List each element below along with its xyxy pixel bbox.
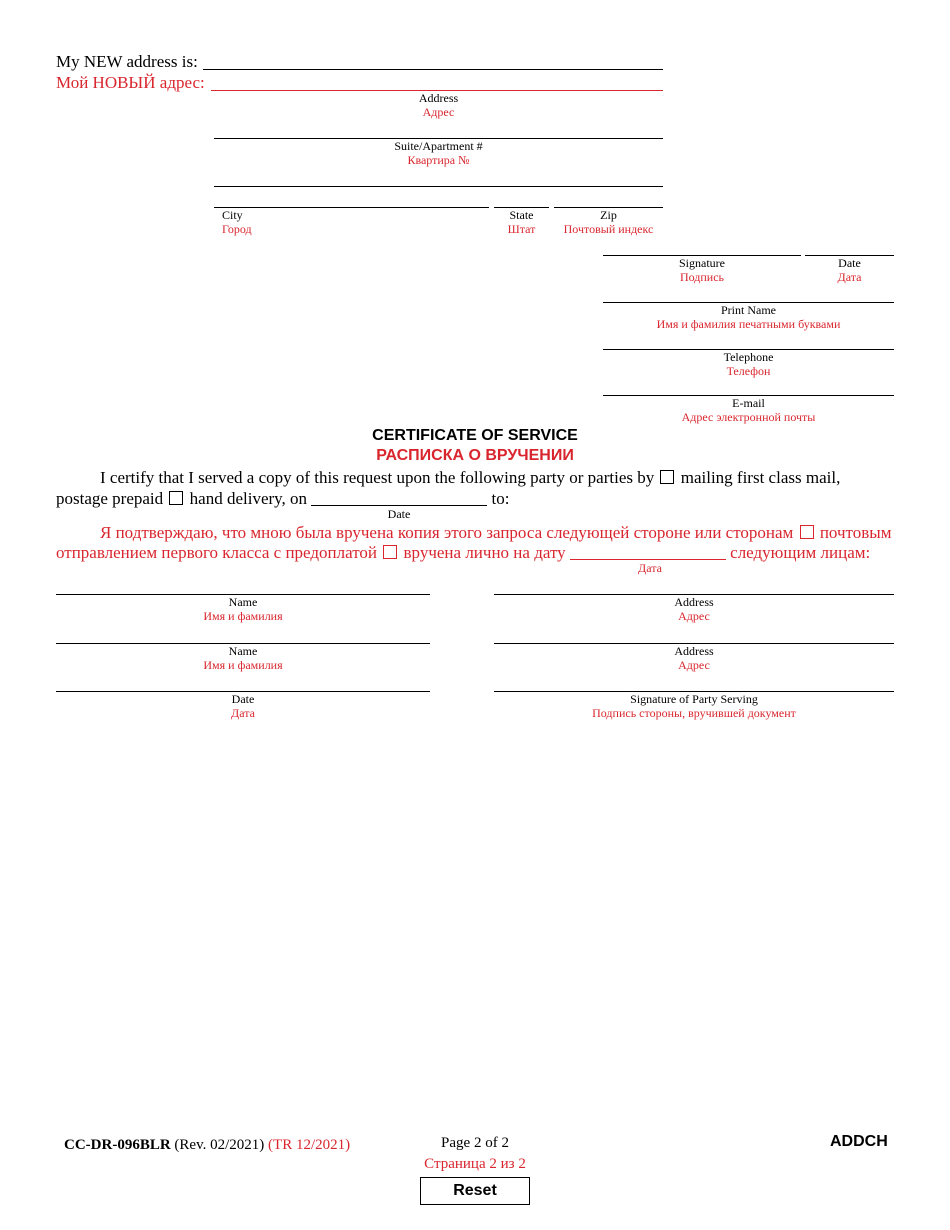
form-identifier [64, 1137, 350, 1154]
service-date-caption-en-text: Date [387, 507, 411, 521]
zip-input[interactable] [556, 189, 661, 207]
cert-ru-text-3: отправлением первого класса с предоплатой [56, 543, 378, 562]
page-number [380, 1133, 570, 1175]
cert-en-text-4: hand delivery, on [189, 489, 308, 508]
print-name-caption-ru: Имя и фамилия печатными буквами [656, 317, 841, 331]
form-tr: (TR 12/2021) [268, 1137, 351, 1153]
form-id: CC-DR-096BLR [64, 1137, 171, 1153]
cert-ru-line-2 [56, 543, 870, 563]
telephone-caption [603, 350, 894, 378]
served-name-2-caption-ru: Имя и фамилия [203, 658, 283, 672]
cert-ru-text-5: следующим лицам: [730, 543, 871, 562]
cert-en-line-2 [56, 489, 510, 509]
signature-caption-en: Signature [679, 256, 725, 270]
telephone-caption-en: Telephone [723, 350, 774, 364]
city-caption [222, 208, 302, 236]
served-name-1-caption-en: Name [228, 595, 258, 609]
address-caption-en: Address [418, 91, 459, 105]
new-address-label-ru: Мой НОВЫЙ адрес: [56, 73, 205, 92]
city-caption-en: City [222, 208, 243, 222]
served-address-2-caption-ru: Адрес [678, 658, 710, 672]
zip-caption [554, 208, 663, 236]
cert-ru-text-2: почтовым [819, 523, 892, 542]
email-caption [603, 396, 894, 424]
served-name-2-caption [56, 644, 430, 672]
served-address-2-caption-en: Address [674, 644, 714, 658]
state-caption-en: State [509, 208, 534, 222]
new-address-line-1 [203, 69, 663, 70]
served-date-caption [56, 692, 430, 720]
address-caption [214, 91, 663, 119]
print-name-caption [603, 303, 894, 331]
sig-date-caption [805, 256, 894, 284]
serving-signature-caption-en: Signature of Party Serving [630, 692, 758, 706]
new-address-label-en: My NEW address is: [56, 52, 198, 71]
telephone-caption-ru: Телефон [726, 364, 771, 378]
served-address-1-input[interactable] [496, 575, 892, 593]
reset-button[interactable]: Reset [420, 1177, 530, 1205]
service-date-caption-ru-text: Дата [638, 561, 662, 575]
served-address-2-caption [494, 644, 894, 672]
city-state-zip-upper-line [214, 186, 663, 187]
served-address-1-caption [494, 595, 894, 623]
email-caption-en: E-mail [732, 396, 765, 410]
zip-caption-ru: Почтовый индекс [563, 222, 654, 236]
suite-caption-ru: Квартира № [407, 153, 470, 167]
mail-checkbox[interactable] [660, 470, 674, 484]
email-caption-ru: Адрес электронной почты [681, 410, 816, 424]
print-name-input[interactable] [605, 283, 892, 301]
print-name-caption-en: Print Name [721, 303, 776, 317]
served-date-caption-ru: Дата [231, 706, 255, 720]
address-caption-ru: Адрес [422, 105, 455, 119]
cert-ru-text-4: вручена лично на дату [403, 543, 566, 562]
signature-input[interactable] [605, 236, 799, 254]
cert-en-text-1: I certify that I served a copy of this request upon the following party or parties by [100, 468, 655, 487]
service-date-caption-ru [572, 561, 728, 575]
form-code: ADDCH [830, 1133, 888, 1150]
city-caption-ru: Город [222, 222, 252, 236]
sig-date-input[interactable] [807, 236, 892, 254]
signature-caption [603, 256, 801, 284]
email-input[interactable] [605, 376, 892, 394]
serving-signature-caption [494, 692, 894, 720]
mail-checkbox-ru[interactable] [800, 525, 814, 539]
served-date-caption-en: Date [231, 692, 255, 706]
suite-input[interactable] [216, 119, 660, 137]
served-name-1-caption-ru: Имя и фамилия [203, 609, 283, 623]
page-number-en: Page 2 of 2 [441, 1135, 509, 1151]
cert-ru-line-1 [100, 523, 891, 543]
cert-en-text-5: to: [491, 489, 510, 508]
sig-date-caption-en: Date [838, 256, 861, 270]
service-date-field[interactable] [311, 491, 487, 506]
served-address-1-caption-ru: Адрес [678, 609, 710, 623]
serving-signature-caption-ru: Подпись стороны, вручившей документ [592, 706, 796, 720]
served-address-1-caption-en: Address [674, 595, 714, 609]
service-date-caption-en [311, 507, 487, 521]
hand-delivery-checkbox-ru[interactable] [383, 545, 397, 559]
served-name-2-caption-en: Name [228, 644, 258, 658]
cert-en-text-3: postage prepaid [56, 489, 164, 508]
zip-caption-en: Zip [600, 208, 617, 222]
cert-ru-text-1: Я подтверждаю, что мною была вручена копия этого запроса следующей стороне или сторонам [100, 523, 794, 542]
suite-caption [214, 139, 663, 167]
served-name-1-caption [56, 595, 430, 623]
state-input[interactable] [496, 189, 547, 207]
telephone-input[interactable] [605, 330, 892, 348]
page-number-ru: Страница 2 из 2 [424, 1156, 526, 1172]
serving-signature-input[interactable] [496, 672, 892, 690]
form-rev: (Rev. 02/2021) [174, 1137, 265, 1153]
cert-en-text-2: mailing first class mail, [680, 468, 841, 487]
address-line-2-input[interactable] [216, 167, 660, 185]
hand-delivery-checkbox[interactable] [169, 491, 183, 505]
served-name-2-input[interactable] [58, 624, 428, 642]
served-address-2-input[interactable] [496, 624, 892, 642]
certificate-title-en: CERTIFICATE OF SERVICE [372, 427, 578, 444]
suite-caption-en: Suite/Apartment # [394, 139, 483, 153]
state-caption [494, 208, 549, 236]
new-address-input[interactable] [206, 51, 660, 69]
served-name-1-input[interactable] [58, 575, 428, 593]
service-date-field-ru[interactable] [570, 545, 726, 560]
sig-date-caption-ru: Дата [837, 270, 862, 284]
cert-en-line-1 [100, 468, 840, 488]
certificate-title-ru: РАСПИСКА О ВРУЧЕНИИ [376, 447, 574, 464]
served-date-input[interactable] [58, 672, 428, 690]
signature-caption-ru: Подпись [679, 270, 725, 284]
state-caption-ru: Штат [507, 222, 536, 236]
city-input[interactable] [216, 189, 486, 207]
